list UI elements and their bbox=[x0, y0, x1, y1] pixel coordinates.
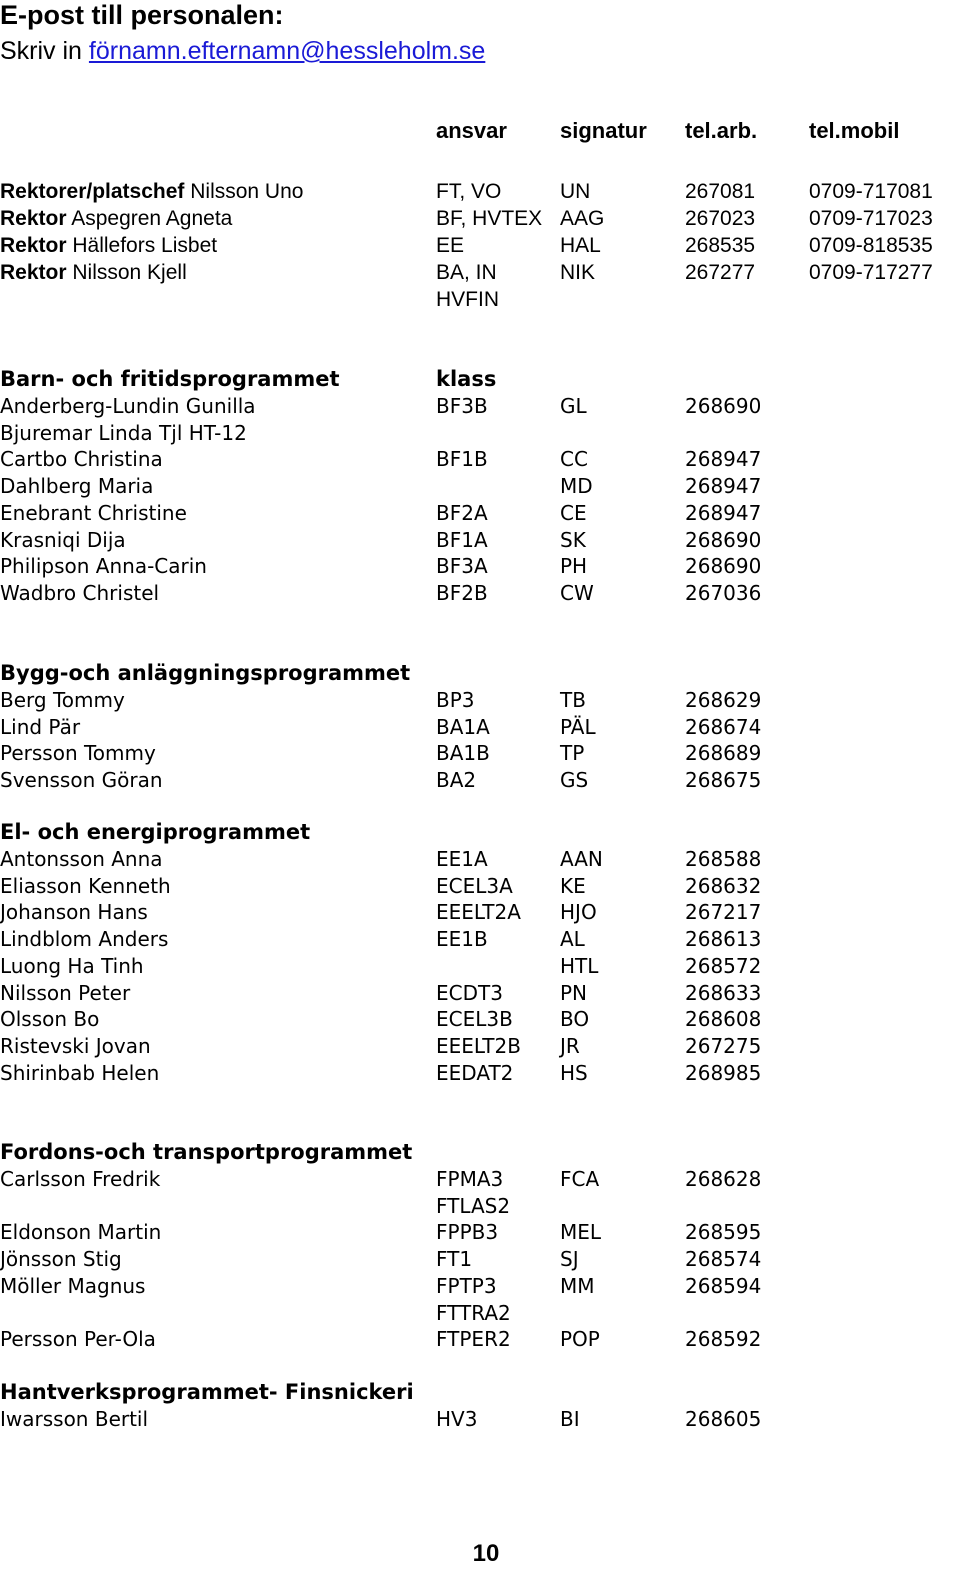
staff-row bbox=[0, 873, 960, 900]
staff-row bbox=[0, 393, 960, 420]
staff-row bbox=[0, 527, 960, 554]
tel-arb-cell: 268690 bbox=[685, 527, 762, 552]
klass-cell: BF1B bbox=[436, 447, 488, 472]
tel-arb-cell: 268947 bbox=[685, 500, 762, 525]
tel-arb-cell: 267036 bbox=[685, 581, 762, 605]
tel-arb-cell: 268572 bbox=[685, 953, 762, 978]
signatur-cell: SK bbox=[560, 527, 586, 552]
email-format-link[interactable]: förnamn.efternamn@hessleholm.se bbox=[88, 37, 486, 65]
signatur-cell: GS bbox=[560, 768, 589, 792]
tel-arb-cell: 268985 bbox=[685, 1060, 762, 1085]
signatur-cell: SJ bbox=[560, 1247, 579, 1271]
klass-cell: FTLAS2 bbox=[436, 1193, 511, 1218]
klass-cell: FPPB3 bbox=[436, 1220, 499, 1245]
tel-mobil-cell: 0709-717277 bbox=[809, 261, 933, 284]
staff-row bbox=[0, 580, 960, 607]
rektor-name: Nilsson Kjell bbox=[66, 261, 187, 284]
tel-arb-cell: 268588 bbox=[685, 846, 762, 871]
signatur-cell: HTL bbox=[560, 953, 599, 978]
tel-mobil-cell: 0709-818535 bbox=[809, 234, 933, 257]
section-heading-row bbox=[0, 1139, 960, 1166]
klass-cell: FTPER2 bbox=[436, 1327, 511, 1352]
staff-row bbox=[0, 553, 960, 580]
staff-name-cell: Persson Tommy bbox=[0, 741, 156, 766]
staff-row bbox=[0, 473, 960, 500]
klass-cell: BA1B bbox=[436, 741, 490, 766]
ansvar-cell: BA, IN bbox=[436, 261, 497, 284]
klass-cell: BP3 bbox=[436, 687, 475, 712]
signatur-cell: BO bbox=[560, 1007, 590, 1032]
tel-arb-cell: 268632 bbox=[685, 873, 762, 898]
staff-name-cell: Dahlberg Maria bbox=[0, 474, 154, 498]
rektor-row bbox=[0, 232, 960, 259]
section-heading-row bbox=[0, 819, 960, 846]
signatur-cell: MD bbox=[560, 474, 593, 498]
column-header-ansvar: ansvar bbox=[436, 118, 507, 143]
rektor-row-continuation bbox=[0, 286, 960, 313]
tel-arb-cell: 268613 bbox=[685, 927, 762, 951]
signatur-cell: AL bbox=[560, 927, 585, 951]
staff-name-cell: Nilsson Peter bbox=[0, 980, 131, 1005]
staff-row bbox=[0, 899, 960, 926]
rektor-name-cell bbox=[0, 259, 187, 286]
tel-arb-cell: 267023 bbox=[685, 207, 756, 230]
rektor-role: Rektorer/platschef bbox=[0, 180, 185, 203]
tel-arb-cell: 268595 bbox=[685, 1220, 762, 1245]
staff-name-cell: Shirinbab Helen bbox=[0, 1060, 160, 1085]
rektor-row bbox=[0, 178, 960, 205]
klass-cell: FTTRA2 bbox=[436, 1300, 511, 1325]
staff-name-cell: Cartbo Christina bbox=[0, 447, 163, 472]
klass-cell: BA1A bbox=[436, 714, 490, 739]
staff-row bbox=[0, 846, 960, 873]
klass-cell: ECEL3A bbox=[436, 873, 513, 898]
staff-name-cell: Persson Per-Ola bbox=[0, 1327, 156, 1352]
staff-row bbox=[0, 1326, 960, 1353]
signatur-cell: TB bbox=[560, 687, 586, 712]
signatur-cell: FCA bbox=[560, 1166, 600, 1191]
tel-mobil-cell: 0709-717023 bbox=[809, 207, 933, 230]
tel-arb-cell: 267277 bbox=[685, 261, 756, 284]
signatur-cell: HJO bbox=[560, 900, 597, 925]
tel-arb-cell: 268605 bbox=[685, 1406, 762, 1431]
rektor-name-cell bbox=[0, 232, 217, 259]
klass-cell: EE1A bbox=[436, 846, 488, 871]
section-heading-row bbox=[0, 660, 960, 687]
staff-name-cell: Bjuremar Linda Tjl HT-12 bbox=[0, 420, 247, 445]
staff-row bbox=[0, 446, 960, 473]
staff-name-cell: Ristevski Jovan bbox=[0, 1034, 151, 1058]
rektor-role: Rektor bbox=[0, 207, 67, 230]
klass-cell: BF2B bbox=[436, 581, 488, 605]
tel-arb-cell: 268628 bbox=[685, 1166, 762, 1191]
staff-row bbox=[0, 714, 960, 741]
signatur-cell: UN bbox=[560, 180, 591, 203]
klass-cell: FPMA3 bbox=[436, 1166, 504, 1191]
tel-arb-cell: 268633 bbox=[685, 980, 762, 1005]
staff-name-cell: Enebrant Christine bbox=[0, 500, 187, 525]
tel-arb-cell: 268947 bbox=[685, 447, 762, 472]
staff-row bbox=[0, 926, 960, 953]
staff-name-cell: Johanson Hans bbox=[0, 900, 148, 925]
signatur-cell: AAN bbox=[560, 846, 603, 871]
signatur-cell: GL bbox=[560, 393, 587, 418]
rektor-name: Aspegren Agneta bbox=[66, 207, 233, 230]
staff-row bbox=[0, 1060, 960, 1087]
staff-row bbox=[0, 953, 960, 980]
instruction-text: Skriv in bbox=[0, 37, 82, 65]
signatur-cell: HAL bbox=[560, 234, 601, 257]
staff-name-cell: Berg Tommy bbox=[0, 687, 125, 712]
tel-mobil-cell: 0709-717081 bbox=[809, 180, 933, 203]
section-heading-row bbox=[0, 1379, 960, 1406]
tel-arb-cell: 267217 bbox=[685, 900, 762, 925]
staff-row bbox=[0, 1273, 960, 1300]
staff-name-cell: Wadbro Christel bbox=[0, 581, 160, 605]
section-title: Hantverksprogrammet- Finsnickeri bbox=[0, 1380, 414, 1404]
ansvar-cell: FT, VO bbox=[436, 180, 502, 203]
staff-name-cell: Möller Magnus bbox=[0, 1273, 146, 1298]
signatur-cell: MM bbox=[560, 1273, 595, 1298]
signatur-cell: TP bbox=[560, 741, 585, 766]
klass-cell: ECDT3 bbox=[436, 980, 503, 1005]
signatur-cell: PH bbox=[560, 554, 588, 579]
rektor-name: Hällefors Lisbet bbox=[66, 234, 218, 257]
klass-cell: EEELT2A bbox=[436, 900, 521, 925]
staff-row bbox=[0, 420, 960, 447]
tel-arb-cell: 268675 bbox=[685, 768, 762, 792]
signatur-cell: BI bbox=[560, 1406, 580, 1431]
tel-arb-cell: 268594 bbox=[685, 1273, 762, 1298]
staff-row bbox=[0, 980, 960, 1007]
tel-arb-cell: 268690 bbox=[685, 554, 762, 579]
klass-cell: EEELT2B bbox=[436, 1034, 521, 1058]
staff-row bbox=[0, 687, 960, 714]
signatur-cell: JR bbox=[560, 1034, 580, 1058]
tel-arb-cell: 268689 bbox=[685, 741, 762, 766]
signatur-cell: KE bbox=[560, 873, 586, 898]
staff-row bbox=[0, 1246, 960, 1273]
staff-name-cell: Iwarsson Bertil bbox=[0, 1406, 149, 1431]
signatur-cell: PÄL bbox=[560, 714, 596, 739]
staff-row bbox=[0, 1219, 960, 1246]
staff-name-cell: Olsson Bo bbox=[0, 1007, 100, 1032]
klass-cell: HV3 bbox=[436, 1406, 478, 1431]
klass-cell: BF1A bbox=[436, 527, 488, 552]
staff-name-cell: Lindblom Anders bbox=[0, 927, 169, 951]
staff-name-cell: Eliasson Kenneth bbox=[0, 873, 171, 898]
staff-name-cell: Jönsson Stig bbox=[0, 1247, 122, 1271]
staff-name-cell: Philipson Anna-Carin bbox=[0, 554, 207, 579]
tel-arb-cell: 268629 bbox=[685, 687, 762, 712]
column-header-klass: klass bbox=[436, 367, 497, 391]
klass-cell: BA2 bbox=[436, 768, 477, 792]
klass-cell: FPTP3 bbox=[436, 1273, 497, 1298]
klass-cell: BF3A bbox=[436, 554, 488, 579]
signatur-cell: POP bbox=[560, 1327, 600, 1352]
staff-row bbox=[0, 1300, 960, 1327]
staff-row bbox=[0, 1006, 960, 1033]
rektor-name-cell bbox=[0, 178, 303, 205]
staff-row bbox=[0, 767, 960, 794]
klass-cell: BF2A bbox=[436, 500, 488, 525]
tel-arb-cell: 268574 bbox=[685, 1247, 762, 1271]
staff-name-cell: Luong Ha Tinh bbox=[0, 953, 144, 978]
rektor-role: Rektor bbox=[0, 261, 67, 284]
page-title: E-post till personalen: bbox=[0, 0, 284, 30]
tel-arb-cell: 268947 bbox=[685, 474, 762, 498]
column-header-signatur: signatur bbox=[560, 118, 647, 143]
tel-arb-cell: 268608 bbox=[685, 1007, 762, 1032]
staff-name-cell: Carlsson Fredrik bbox=[0, 1166, 161, 1191]
staff-row bbox=[0, 1406, 960, 1433]
signatur-cell: CW bbox=[560, 581, 594, 605]
section-title: Bygg-och anläggningsprogrammet bbox=[0, 661, 411, 685]
tel-arb-cell: 267275 bbox=[685, 1034, 762, 1058]
rektor-name-cell bbox=[0, 205, 232, 232]
section-title: Barn- och fritidsprogrammet bbox=[0, 367, 340, 391]
staff-row bbox=[0, 740, 960, 767]
staff-name-cell: Krasniqi Dija bbox=[0, 527, 126, 552]
ansvar-cell: EE bbox=[436, 234, 465, 257]
staff-name-cell: Eldonson Martin bbox=[0, 1220, 162, 1245]
rektor-name: Nilsson Uno bbox=[184, 180, 304, 203]
tel-arb-cell: 267081 bbox=[685, 180, 756, 203]
staff-name-cell: Antonsson Anna bbox=[0, 846, 163, 871]
staff-row bbox=[0, 500, 960, 527]
klass-cell: BF3B bbox=[436, 393, 488, 418]
tel-arb-cell: 268592 bbox=[685, 1327, 762, 1352]
signatur-cell: NIK bbox=[560, 261, 596, 284]
staff-name-cell: Anderberg-Lundin Gunilla bbox=[0, 393, 256, 418]
tel-arb-cell: 268690 bbox=[685, 393, 762, 418]
staff-row bbox=[0, 1033, 960, 1060]
email-instruction bbox=[0, 33, 485, 69]
staff-name-cell: Lind Pär bbox=[0, 714, 81, 739]
signatur-cell: HS bbox=[560, 1060, 588, 1085]
rektor-row bbox=[0, 205, 960, 232]
staff-name-cell: Svensson Göran bbox=[0, 768, 163, 792]
section-heading-row bbox=[0, 366, 960, 393]
tel-arb-cell: 268535 bbox=[685, 234, 756, 257]
section-title: El- och energiprogrammet bbox=[0, 820, 311, 844]
signatur-cell: MEL bbox=[560, 1220, 602, 1245]
signatur-cell: CC bbox=[560, 447, 588, 472]
signatur-cell: PN bbox=[560, 980, 588, 1005]
klass-cell: EE1B bbox=[436, 927, 488, 951]
page-number: 10 bbox=[472, 1540, 500, 1567]
tel-arb-cell: 268674 bbox=[685, 714, 762, 739]
signatur-cell: CE bbox=[560, 500, 587, 525]
staff-row bbox=[0, 1193, 960, 1220]
rektor-role: Rektor bbox=[0, 234, 67, 257]
column-header-tel-arb: tel.arb. bbox=[685, 118, 758, 143]
ansvar-cell: HVFIN bbox=[436, 288, 499, 311]
column-header-tel-mobil: tel.mobil bbox=[809, 118, 900, 143]
klass-cell: ECEL3B bbox=[436, 1007, 513, 1032]
section-title: Fordons-och transportprogrammet bbox=[0, 1140, 413, 1164]
signatur-cell: AAG bbox=[560, 207, 605, 230]
klass-cell: FT1 bbox=[436, 1247, 473, 1271]
klass-cell: EEDAT2 bbox=[436, 1060, 514, 1085]
ansvar-cell: BF, HVTEX bbox=[436, 207, 543, 230]
rektor-row bbox=[0, 259, 960, 286]
staff-row bbox=[0, 1166, 960, 1193]
